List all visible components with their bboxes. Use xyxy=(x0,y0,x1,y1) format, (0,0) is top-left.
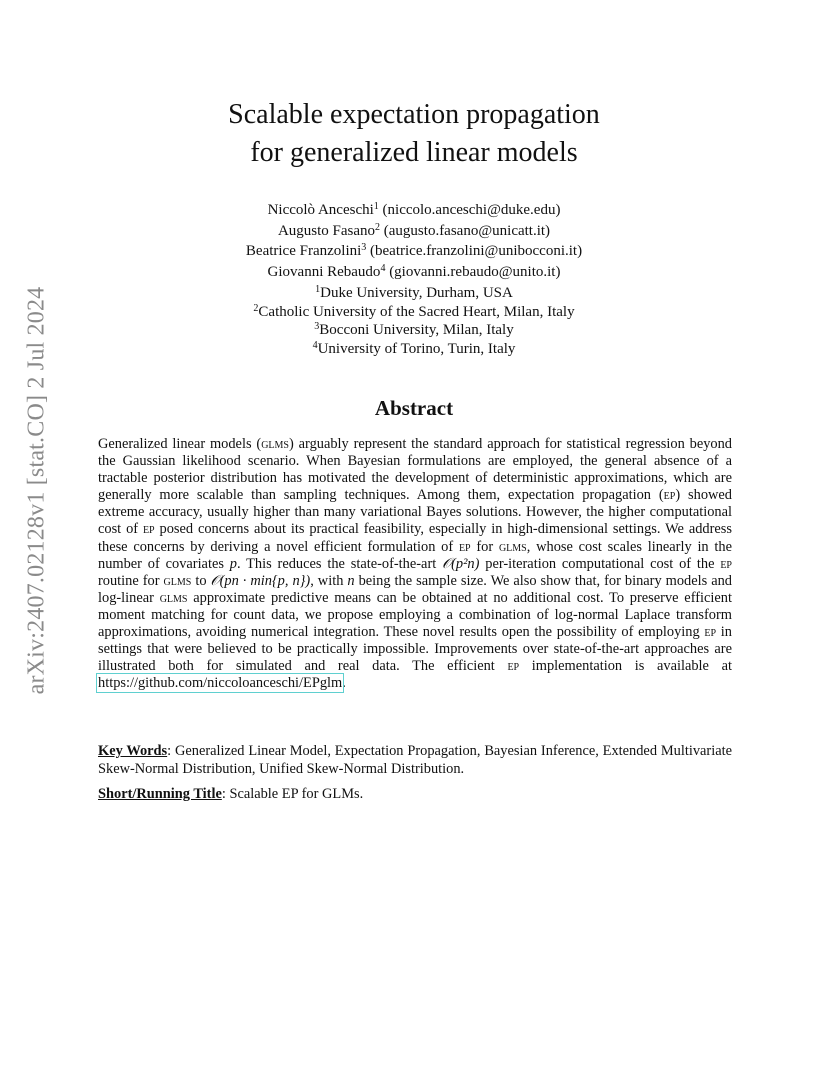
author-list xyxy=(100,200,728,282)
abstract-text: posed concerns about its practical feasibility, especially in high-dimensional settings. We address these concerns by deriving a novel efficient formulation of xyxy=(98,521,732,555)
abstract-text: in settings that were believed to be practically impossible. Improvements over state-of-the-art approaches are illustrated both for simulated and real data. The efficient xyxy=(98,624,732,675)
affiliation-text: Catholic University of the Sacred Heart, Milan, Italy xyxy=(258,303,575,320)
acronym-ep: ep xyxy=(142,521,155,538)
affiliation-mark: 2 xyxy=(253,302,259,314)
author-entry xyxy=(100,221,728,242)
short-running-title xyxy=(98,785,732,803)
math-variable: p xyxy=(229,555,237,572)
author-email: (beatrice.franzolini@unibocconi.it) xyxy=(370,243,583,259)
acronym-glms: glms xyxy=(498,538,527,555)
author-email: (niccolo.anceschi@duke.edu) xyxy=(382,202,561,218)
author-affil-mark: 1 xyxy=(373,201,379,212)
author-name: Niccolò Anceschi xyxy=(267,202,374,218)
short-title-label: Short/Running Title xyxy=(98,786,222,802)
math-complexity-new: 𝒪(pn · min{p, n}) xyxy=(210,572,311,589)
author-email: (augusto.fasano@unicatt.it) xyxy=(383,222,551,239)
github-link[interactable]: https://github.com/niccoloanceschi/EPglm xyxy=(98,675,343,692)
abstract-text: Generalized linear models ( xyxy=(98,436,262,452)
abstract-text: , with xyxy=(310,572,348,589)
affiliation-entry xyxy=(100,321,728,340)
abstract-text: ) arguably represent the standard approach for statistical regression beyond the Gaussian likelihood scenario. When Bayesian formulations are employed, the general absence of a tractable posterior distribution has motivated the development of deterministic approximations, which are generally more scalable than sampling techniques. Among them, expectation propagation ( xyxy=(98,436,733,504)
affiliation-list xyxy=(100,284,728,358)
math-variable: n xyxy=(347,572,355,589)
author-name: Giovanni Rebaudo xyxy=(267,263,381,280)
abstract-text: being the sample size. We also show that, for binary models and log-linear xyxy=(98,572,732,606)
abstract-text: per-iteration computational cost of the xyxy=(479,555,721,572)
keywords-label: Key Words xyxy=(98,743,168,759)
abstract-text: to xyxy=(191,572,211,589)
author-email: (giovanni.rebaudo@unito.it) xyxy=(389,263,561,280)
affiliation-text: Duke University, Durham, USA xyxy=(320,285,513,301)
abstract-text: approximate predictive means can be obtained at no additional cost. To preserve efficient moment matching for count data, we propose employing a combination of log-normal Laplace transform approximations, avoiding numerical integration. These novel results open the possibility of employing xyxy=(98,589,732,641)
abstract-heading: Abstract xyxy=(374,396,454,420)
abstract-body xyxy=(98,436,732,692)
acronym-ep: ep xyxy=(663,487,676,504)
arxiv-identifier-text: arXiv:2407.02128v1 [stat.CO] 2 Jul 2024 xyxy=(23,286,50,694)
title-line-2: for generalized linear models xyxy=(250,137,578,168)
acronym-ep: ep xyxy=(458,538,471,555)
short-title-text: : Scalable EP for GLMs. xyxy=(221,786,364,802)
author-entry xyxy=(100,200,728,221)
keywords-text: : Generalized Linear Model, Expectation Propagation, Bayesian Inference, Extended Multivariate Skew-Normal Distribution, Unified Skew-Normal Distribution. xyxy=(98,743,732,777)
affiliation-mark: 3 xyxy=(314,321,320,332)
acronym-ep: ep xyxy=(704,624,717,641)
abstract-text: routine for xyxy=(98,572,164,589)
abstract-text: , whose cost scales linearly in the number of covariates xyxy=(98,538,732,572)
acronym-glms: glms xyxy=(261,436,289,452)
affiliation-mark: 1 xyxy=(315,284,321,295)
author-affil-mark: 2 xyxy=(375,221,381,233)
affiliation-text: University of Torino, Turin, Italy xyxy=(317,340,516,357)
math-complexity-old: 𝒪(p²n) xyxy=(442,555,480,572)
arxiv-identifier-stamp xyxy=(14,286,60,694)
abstract-text: for xyxy=(470,538,499,555)
abstract-text: ) showed extreme accuracy, usually higher than many variational Bayes solutions. However, the higher computational cost of xyxy=(98,487,732,538)
abstract-text: . xyxy=(342,675,346,692)
affiliation-mark: 4 xyxy=(312,339,318,351)
author-name: Beatrice Franzolini xyxy=(245,243,362,259)
abstract-text: . This reduces the state-of-the-art xyxy=(236,555,443,572)
author-affil-mark: 4 xyxy=(380,262,386,274)
acronym-glms: glms xyxy=(163,572,192,589)
author-entry xyxy=(100,241,728,262)
acronym-ep: ep xyxy=(720,555,732,572)
author-name: Augusto Fasano xyxy=(277,222,376,239)
acronym-ep: ep xyxy=(507,658,520,675)
affiliation-text: Bocconi University, Milan, Italy xyxy=(319,322,514,338)
title-line-1: Scalable expectation propagation xyxy=(228,99,600,130)
author-affil-mark: 3 xyxy=(361,242,367,253)
affiliation-entry xyxy=(100,340,728,359)
paper-title xyxy=(100,96,728,172)
author-entry xyxy=(100,262,728,283)
keywords xyxy=(98,742,732,778)
abstract-text: implementation is available at xyxy=(519,658,732,675)
affiliation-entry xyxy=(100,284,728,303)
affiliation-entry xyxy=(100,303,728,322)
acronym-glms: glms xyxy=(159,589,188,606)
